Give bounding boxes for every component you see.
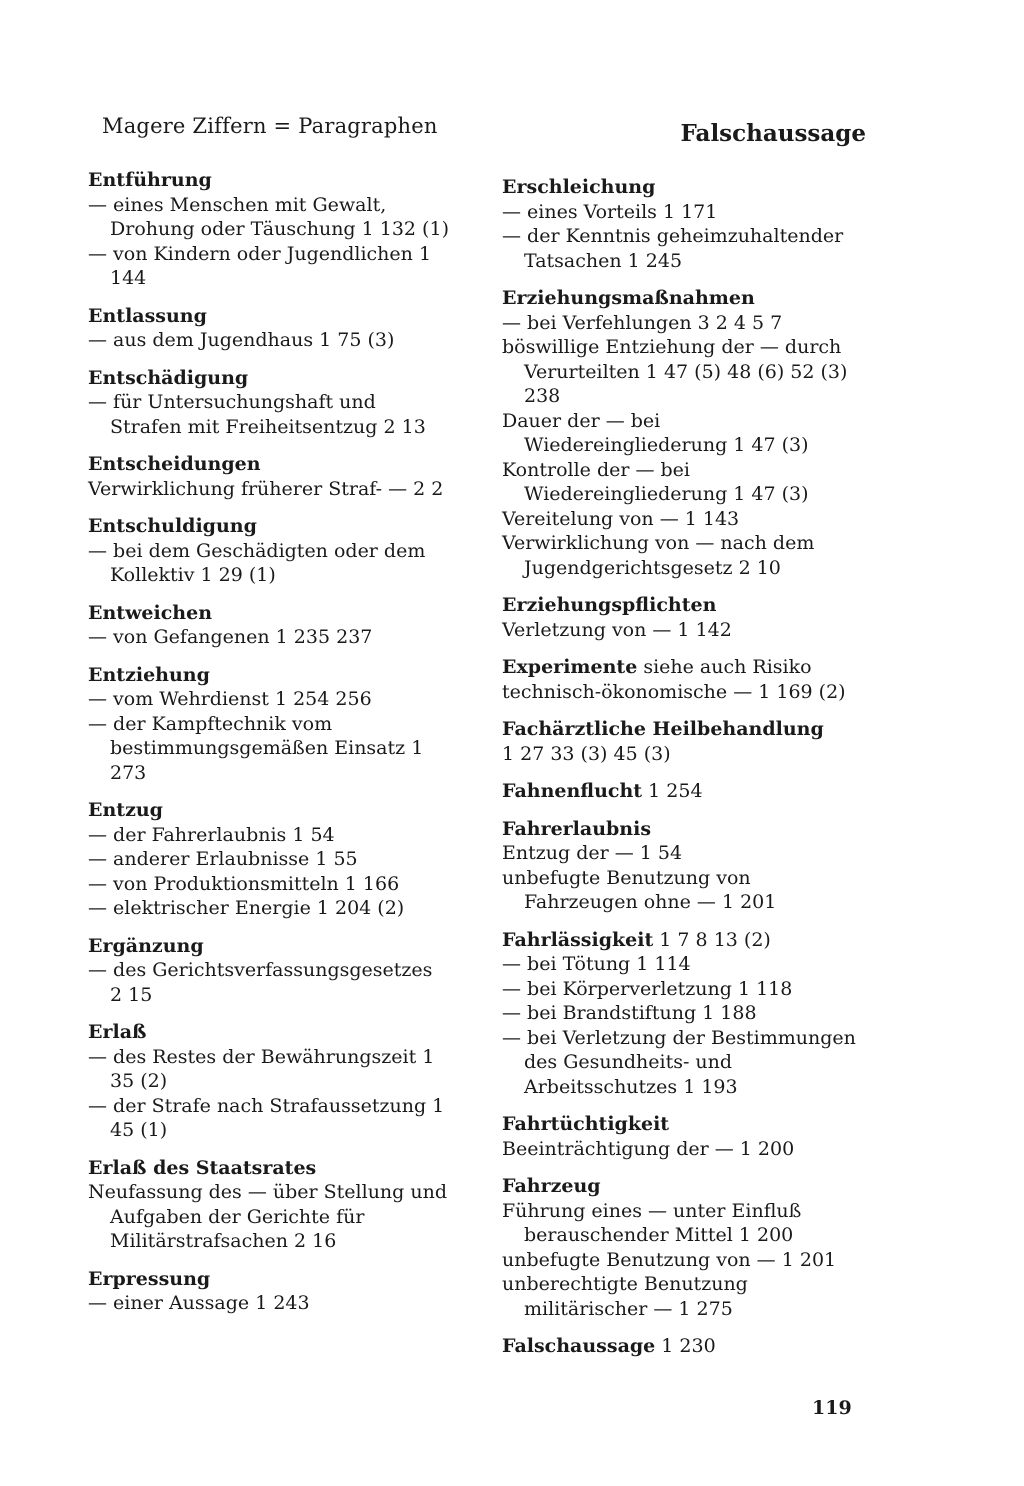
entry-heading: Erschleichung bbox=[502, 176, 656, 198]
entry-heading: Fahrtüchtigkeit bbox=[502, 1113, 670, 1135]
entry-subline: — bei Verfehlungen 3 2 4 5 7 bbox=[502, 311, 783, 334]
entry-heading: Entzug bbox=[88, 799, 163, 821]
entry-subline: — eines Menschen mit Gewalt, Drohung oder Täuschung 1 132 (1) bbox=[88, 193, 449, 240]
entry-heading: Erpressung bbox=[88, 1267, 211, 1290]
running-head: Falschaussage bbox=[680, 120, 866, 147]
index-entry bbox=[502, 1174, 864, 1321]
entry-heading: Entscheidungen bbox=[88, 453, 261, 475]
entry-heading-line bbox=[88, 601, 450, 626]
entry-subline: Dauer der — bei Wiedereingliederung 1 47 (3) bbox=[502, 409, 809, 456]
index-entry bbox=[88, 1020, 450, 1143]
entry-subline: — anderer Erlaubnisse 1 55 bbox=[88, 848, 358, 870]
index-column-right bbox=[502, 175, 864, 1372]
index-entry bbox=[88, 452, 450, 501]
entry-heading-line bbox=[502, 286, 864, 311]
entry-heading-line bbox=[88, 1156, 450, 1181]
entry-subline: Verletzung von — 1 142 bbox=[502, 618, 732, 641]
entry-subline: unbefugte Benutzung von — 1 201 bbox=[502, 1248, 837, 1271]
entry-heading-line bbox=[88, 1020, 450, 1045]
entry-heading-line bbox=[502, 655, 864, 680]
index-entry bbox=[88, 168, 450, 291]
entry-heading-line bbox=[502, 1112, 864, 1137]
entry-subline: — bei Verletzung der Bestimmungen des Gesundheits- und Arbeitsschutzes 1 193 bbox=[502, 1026, 856, 1098]
index-entry bbox=[88, 663, 450, 786]
entry-heading-reference: 1 230 bbox=[655, 1335, 716, 1357]
entry-subline: — bei dem Geschädigten oder dem Kollektiv 1 29 (1) bbox=[88, 539, 426, 586]
index-entry bbox=[88, 304, 450, 353]
entry-heading: Fahnenflucht bbox=[502, 780, 643, 802]
entry-heading-line bbox=[88, 452, 450, 477]
entry-subline: — der Strafe nach Strafaussetzung 1 45 (1) bbox=[88, 1094, 445, 1141]
index-entry bbox=[502, 928, 864, 1100]
entry-heading: Entziehung bbox=[88, 663, 210, 686]
entry-heading: Entlassung bbox=[88, 304, 207, 327]
entry-heading-line bbox=[502, 1174, 864, 1199]
entry-heading-line bbox=[88, 798, 450, 823]
entry-heading-reference: 1 7 8 13 (2) bbox=[653, 928, 771, 951]
index-column-left bbox=[88, 168, 450, 1329]
entry-subline: — der Kenntnis geheimzuhaltender Tatsachen 1 245 bbox=[502, 225, 844, 272]
index-entry bbox=[88, 1267, 450, 1316]
entry-heading-line bbox=[88, 663, 450, 688]
entry-subline: Führung eines — unter Einfluß berauschender Mittel 1 200 bbox=[502, 1199, 802, 1246]
entry-subline: Neufassung des — über Stellung und Aufgaben der Gerichte für Militärstrafsachen 2 16 bbox=[88, 1181, 448, 1252]
entry-heading-line bbox=[502, 1334, 864, 1359]
index-entry bbox=[88, 934, 450, 1008]
entry-subline: Beeinträchtigung der — 1 200 bbox=[502, 1137, 795, 1160]
entry-subline: — für Untersuchungshaft und Strafen mit Freiheitsentzug 2 13 bbox=[88, 391, 426, 438]
entry-subline: — bei Körperverletzung 1 118 bbox=[502, 977, 793, 1000]
index-entry bbox=[502, 286, 864, 580]
entry-heading: Fahrerlaubnis bbox=[502, 817, 652, 840]
index-entry bbox=[88, 514, 450, 588]
entry-subline: — vom Wehrdienst 1 254 256 bbox=[88, 688, 372, 710]
entry-subline: — der Kampftechnik vom bestimmungsgemäßen Einsatz 1 273 bbox=[88, 712, 424, 784]
entry-heading: Experimente bbox=[502, 656, 638, 678]
entry-subline: böswillige Entziehung der — durch Verurteilten 1 47 (5) 48 (6) 52 (3) 238 bbox=[502, 336, 848, 407]
entry-heading-line bbox=[88, 168, 450, 193]
entry-heading-reference: siehe auch Risiko bbox=[637, 656, 812, 678]
entry-subline: — elektrischer Energie 1 204 (2) bbox=[88, 897, 405, 919]
entry-heading: Falschaussage bbox=[502, 1335, 656, 1357]
entry-heading-line bbox=[502, 779, 864, 804]
entry-subline: — des Restes der Bewährungszeit 1 35 (2) bbox=[88, 1045, 435, 1092]
entry-subline: technisch-ökonomische — 1 169 (2) bbox=[502, 680, 846, 703]
entry-heading-line bbox=[88, 934, 450, 959]
index-entry bbox=[88, 1156, 450, 1254]
entry-heading-line bbox=[88, 514, 450, 539]
entry-subline: — der Fahrerlaubnis 1 54 bbox=[88, 823, 335, 846]
index-entry bbox=[502, 779, 864, 804]
entry-heading: Erlaß des Staatsrates bbox=[88, 1156, 317, 1179]
entry-subline: Entzug der — 1 54 bbox=[502, 842, 683, 864]
entry-subline: — bei Tötung 1 114 bbox=[502, 953, 691, 975]
entry-heading: Erziehungsmaßnahmen bbox=[502, 287, 755, 309]
entry-heading-line bbox=[88, 1267, 450, 1292]
index-entry bbox=[502, 655, 864, 704]
entry-heading: Fahrlässigkeit bbox=[502, 928, 654, 951]
entry-subline: — von Produktionsmitteln 1 166 bbox=[88, 872, 400, 895]
entry-subline: — von Gefangenen 1 235 237 bbox=[88, 626, 373, 648]
entry-subline: — aus dem Jugendhaus 1 75 (3) bbox=[88, 329, 395, 351]
entry-heading-line bbox=[502, 817, 864, 842]
entry-heading: Erziehungspflichten bbox=[502, 594, 717, 616]
entry-subline: Vereitelung von — 1 143 bbox=[502, 507, 740, 530]
entry-heading: Entführung bbox=[88, 169, 212, 191]
entry-subline: Verwirklichung früherer Straf- — 2 2 bbox=[88, 477, 444, 500]
entry-heading-reference: 1 254 bbox=[642, 780, 703, 802]
entry-subline: Verwirklichung von — nach dem Jugendgerichtsgesetz 2 10 bbox=[502, 532, 815, 579]
entry-heading: Fachärztliche Heilbehandlung bbox=[502, 718, 824, 740]
entry-heading: Ergänzung bbox=[88, 934, 204, 957]
entry-heading-line bbox=[88, 366, 450, 391]
index-entry bbox=[502, 817, 864, 915]
entry-heading: Entschädigung bbox=[88, 366, 249, 389]
entry-heading: Entschuldigung bbox=[88, 515, 257, 537]
index-entry bbox=[502, 593, 864, 642]
entry-heading: Entweichen bbox=[88, 601, 213, 624]
page-legend: Magere Ziffern = Paragraphen bbox=[102, 114, 438, 138]
entry-subline: unbefugte Benutzung von Fahrzeugen ohne — 1 201 bbox=[502, 866, 777, 913]
entry-subline: unberechtigte Benutzung militärischer — 1 275 bbox=[502, 1273, 748, 1320]
entry-subline: — des Gerichtsverfassungsgesetzes 2 15 bbox=[88, 959, 433, 1006]
index-entry bbox=[88, 798, 450, 921]
entry-heading-line bbox=[502, 593, 864, 618]
index-entry bbox=[88, 366, 450, 440]
index-entry bbox=[502, 1112, 864, 1161]
index-entry bbox=[502, 1334, 864, 1359]
entry-subline: — einer Aussage 1 243 bbox=[88, 1292, 310, 1314]
index-entry bbox=[502, 175, 864, 273]
index-entry bbox=[502, 717, 864, 766]
entry-heading-line bbox=[502, 717, 864, 742]
entry-subline: — bei Brandstiftung 1 188 bbox=[502, 1002, 757, 1024]
entry-subline: 1 27 33 (3) 45 (3) bbox=[502, 742, 671, 765]
entry-heading: Fahrzeug bbox=[502, 1175, 601, 1197]
entry-heading-line bbox=[88, 304, 450, 329]
entry-heading-line bbox=[502, 175, 864, 200]
entry-subline: Kontrolle der — bei Wiedereingliederung 1 47 (3) bbox=[502, 458, 809, 505]
entry-heading-line bbox=[502, 928, 864, 953]
entry-heading: Erlaß bbox=[88, 1021, 147, 1043]
index-entry bbox=[88, 601, 450, 650]
entry-subline: — von Kindern oder Jugendlichen 1 144 bbox=[88, 242, 432, 289]
page-number: 119 bbox=[812, 1397, 852, 1419]
entry-subline: — eines Vorteils 1 171 bbox=[502, 200, 718, 223]
